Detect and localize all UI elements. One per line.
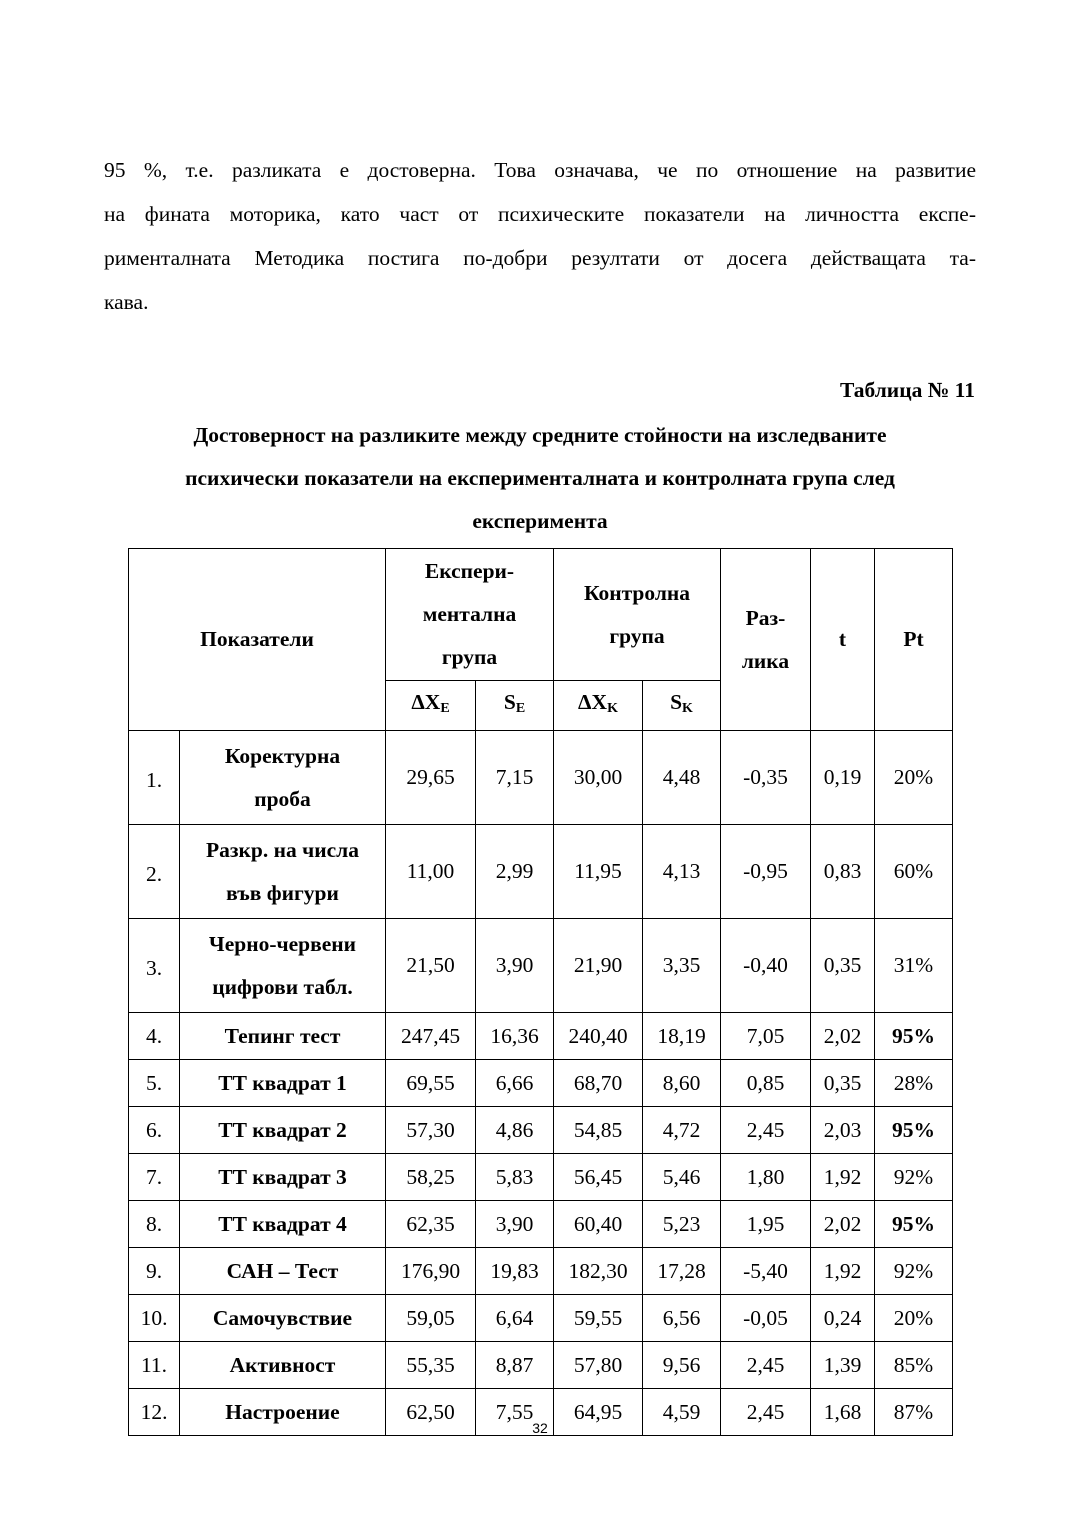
cell-dxk: 54,85	[554, 1107, 643, 1154]
row-indicator-name	[180, 1248, 386, 1295]
row-indicator-name	[180, 1013, 386, 1060]
cell-sk: 4,48	[643, 731, 721, 825]
cell-se: 3,90	[476, 919, 554, 1013]
row-indicator-name	[180, 1107, 386, 1154]
paragraph-line: 95 %, т.е. разликата е достоверна. Това означава, че по отношение на развитие	[104, 158, 976, 182]
cell-dxe: 29,65	[386, 731, 476, 825]
cell-difference: 2,45	[721, 1107, 811, 1154]
cell-pt: 95%	[875, 1201, 953, 1248]
cell-dxk: 240,40	[554, 1013, 643, 1060]
header-control-group	[554, 549, 721, 681]
cell-dxk: 21,90	[554, 919, 643, 1013]
row-number: 4.	[129, 1013, 180, 1060]
cell-dxk: 182,30	[554, 1248, 643, 1295]
indicator-name-line: във фигури	[226, 880, 339, 905]
cell-se: 5,83	[476, 1154, 554, 1201]
row-indicator-name	[180, 1060, 386, 1107]
row-number: 1.	[129, 731, 180, 825]
cell-se: 6,66	[476, 1060, 554, 1107]
row-number: 5.	[129, 1060, 180, 1107]
cell-difference: 2,45	[721, 1342, 811, 1389]
row-indicator-name	[180, 1342, 386, 1389]
indicator-name-line: ТТ квадрат 2	[218, 1117, 347, 1142]
cell-dxe: 21,50	[386, 919, 476, 1013]
indicator-name-line: Тепинг тест	[224, 1023, 341, 1048]
header-line: лика	[741, 648, 790, 673]
row-number: 2.	[129, 825, 180, 919]
cell-t: 1,92	[811, 1154, 875, 1201]
cell-sk: 4,13	[643, 825, 721, 919]
cell-pt: 60%	[875, 825, 953, 919]
header-sk: $S_K$	[643, 681, 721, 731]
row-number: 6.	[129, 1107, 180, 1154]
cell-t: 1,39	[811, 1342, 875, 1389]
cell-difference: -5,40	[721, 1248, 811, 1295]
cell-sk: 4,59	[643, 1389, 721, 1436]
row-indicator-name	[180, 825, 386, 919]
header-line: ментална	[422, 602, 517, 626]
indicator-name-line: проба	[254, 786, 311, 811]
cell-t: 0,35	[811, 919, 875, 1013]
cell-dxk: 30,00	[554, 731, 643, 825]
row-number: 9.	[129, 1248, 180, 1295]
table-row	[129, 1342, 953, 1389]
table-row	[129, 919, 953, 1013]
cell-sk: 18,19	[643, 1013, 721, 1060]
cell-se: 7,55	[476, 1389, 554, 1436]
cell-se: 19,83	[476, 1248, 554, 1295]
cell-dxe: 11,00	[386, 825, 476, 919]
indicator-name-line: ТТ квадрат 3	[218, 1164, 347, 1189]
header-dxe: $\Delta X_E$	[386, 681, 476, 731]
cell-se: 4,86	[476, 1107, 554, 1154]
header-experimental-group	[386, 549, 554, 681]
row-number: 10.	[129, 1295, 180, 1342]
cell-pt: 85%	[875, 1342, 953, 1389]
indicator-name-line: Черно-червени	[208, 931, 357, 956]
row-indicator-name	[180, 919, 386, 1013]
header-line: Контролна	[583, 580, 691, 605]
paragraph-line: на фината моторика, като част от психическите показатели на личността експе-	[104, 202, 976, 226]
cell-pt: 92%	[875, 1154, 953, 1201]
row-number: 8.	[129, 1201, 180, 1248]
table-row	[129, 1248, 953, 1295]
cell-pt: 20%	[875, 731, 953, 825]
row-number: 7.	[129, 1154, 180, 1201]
cell-pt: 95%	[875, 1013, 953, 1060]
cell-t: 2,02	[811, 1013, 875, 1060]
cell-t: 1,68	[811, 1389, 875, 1436]
cell-t: 1,92	[811, 1248, 875, 1295]
header-line: група	[441, 645, 498, 669]
table-row	[129, 1201, 953, 1248]
row-indicator-name	[180, 1295, 386, 1342]
cell-dxe: 58,25	[386, 1154, 476, 1201]
row-number: 11.	[129, 1342, 180, 1389]
cell-pt: 20%	[875, 1295, 953, 1342]
cell-se: 7,15	[476, 731, 554, 825]
cell-sk: 4,72	[643, 1107, 721, 1154]
header-dxk: $\Delta X_K$	[554, 681, 643, 731]
cell-se: 2,99	[476, 825, 554, 919]
indicator-name-line: ТТ квадрат 4	[218, 1211, 347, 1236]
indicator-name-line: САН – Тест	[226, 1258, 339, 1283]
table-row	[129, 1107, 953, 1154]
row-indicator-name	[180, 731, 386, 825]
cell-difference: 7,05	[721, 1013, 811, 1060]
paragraph-line: рименталната Методика постига по-добри резултати от досега действащата та-	[104, 246, 976, 270]
cell-sk: 9,56	[643, 1342, 721, 1389]
cell-difference: 2,45	[721, 1389, 811, 1436]
cell-pt: 92%	[875, 1248, 953, 1295]
cell-dxk: 11,95	[554, 825, 643, 919]
indicator-name-line: цифрови табл.	[212, 974, 353, 999]
cell-pt: 87%	[875, 1389, 953, 1436]
indicator-name-line: Самочувствие	[212, 1305, 353, 1330]
table-row	[129, 825, 953, 919]
cell-dxe: 57,30	[386, 1107, 476, 1154]
paragraph-line: кава.	[104, 290, 149, 314]
body-paragraph	[104, 148, 976, 324]
header-se: $S_E$	[476, 681, 554, 731]
header-pt: Pt	[875, 549, 953, 731]
indicator-name-line: Активност	[229, 1352, 336, 1377]
cell-t: 0,19	[811, 731, 875, 825]
cell-dxe: 62,50	[386, 1389, 476, 1436]
cell-dxk: 57,80	[554, 1342, 643, 1389]
cell-sk: 6,56	[643, 1295, 721, 1342]
table-caption	[104, 414, 976, 543]
page-number: 32	[532, 1420, 548, 1436]
cell-difference: 1,80	[721, 1154, 811, 1201]
results-table	[128, 548, 953, 1436]
table-row	[129, 1013, 953, 1060]
cell-dxk: 60,40	[554, 1201, 643, 1248]
cell-dxk: 59,55	[554, 1295, 643, 1342]
table-row	[129, 1295, 953, 1342]
cell-dxe: 176,90	[386, 1248, 476, 1295]
header-line: Експери-	[424, 559, 515, 583]
cell-dxe: 55,35	[386, 1342, 476, 1389]
indicator-name-line: ТТ квадрат 1	[218, 1070, 347, 1095]
indicator-name-line: Настроение	[225, 1399, 340, 1424]
header-line: Раз-	[745, 605, 786, 630]
caption-line: Достоверност на разликите между средните стойности на изследваните	[193, 423, 887, 447]
row-number: 12.	[129, 1389, 180, 1436]
header-indicators: Показатели	[129, 549, 386, 731]
cell-dxe: 69,55	[386, 1060, 476, 1107]
cell-difference: 0,85	[721, 1060, 811, 1107]
cell-t: 2,02	[811, 1201, 875, 1248]
cell-dxk: 64,95	[554, 1389, 643, 1436]
header-line: група	[609, 623, 665, 648]
cell-dxe: 62,35	[386, 1201, 476, 1248]
table-number: Таблица № 11	[839, 378, 975, 402]
indicator-name-line: Коректурна	[224, 743, 341, 768]
cell-t: 0,35	[811, 1060, 875, 1107]
cell-t: 0,24	[811, 1295, 875, 1342]
cell-se: 16,36	[476, 1013, 554, 1060]
caption-line: експеримента	[472, 509, 608, 533]
header-difference	[721, 549, 811, 731]
cell-t: 0,83	[811, 825, 875, 919]
header-t: t	[811, 549, 875, 731]
table-row	[129, 731, 953, 825]
cell-dxk: 68,70	[554, 1060, 643, 1107]
cell-difference: 1,95	[721, 1201, 811, 1248]
caption-line: психически показатели на експерименталната и контролната група след	[185, 466, 895, 490]
row-indicator-name	[180, 1154, 386, 1201]
cell-difference: -0,05	[721, 1295, 811, 1342]
cell-dxe: 247,45	[386, 1013, 476, 1060]
row-indicator-name	[180, 1201, 386, 1248]
cell-difference: -0,95	[721, 825, 811, 919]
table-row	[129, 1060, 953, 1107]
cell-dxe: 59,05	[386, 1295, 476, 1342]
cell-sk: 17,28	[643, 1248, 721, 1295]
cell-dxk: 56,45	[554, 1154, 643, 1201]
cell-se: 8,87	[476, 1342, 554, 1389]
cell-difference: -0,40	[721, 919, 811, 1013]
row-number: 3.	[129, 919, 180, 1013]
cell-pt: 28%	[875, 1060, 953, 1107]
indicator-name-line: Разкр. на числа	[206, 837, 359, 862]
table-row	[129, 1154, 953, 1201]
cell-se: 6,64	[476, 1295, 554, 1342]
cell-t: 2,03	[811, 1107, 875, 1154]
cell-pt: 31%	[875, 919, 953, 1013]
cell-sk: 3,35	[643, 919, 721, 1013]
cell-pt: 95%	[875, 1107, 953, 1154]
cell-se: 3,90	[476, 1201, 554, 1248]
cell-difference: -0,35	[721, 731, 811, 825]
cell-sk: 5,23	[643, 1201, 721, 1248]
cell-sk: 5,46	[643, 1154, 721, 1201]
cell-sk: 8,60	[643, 1060, 721, 1107]
